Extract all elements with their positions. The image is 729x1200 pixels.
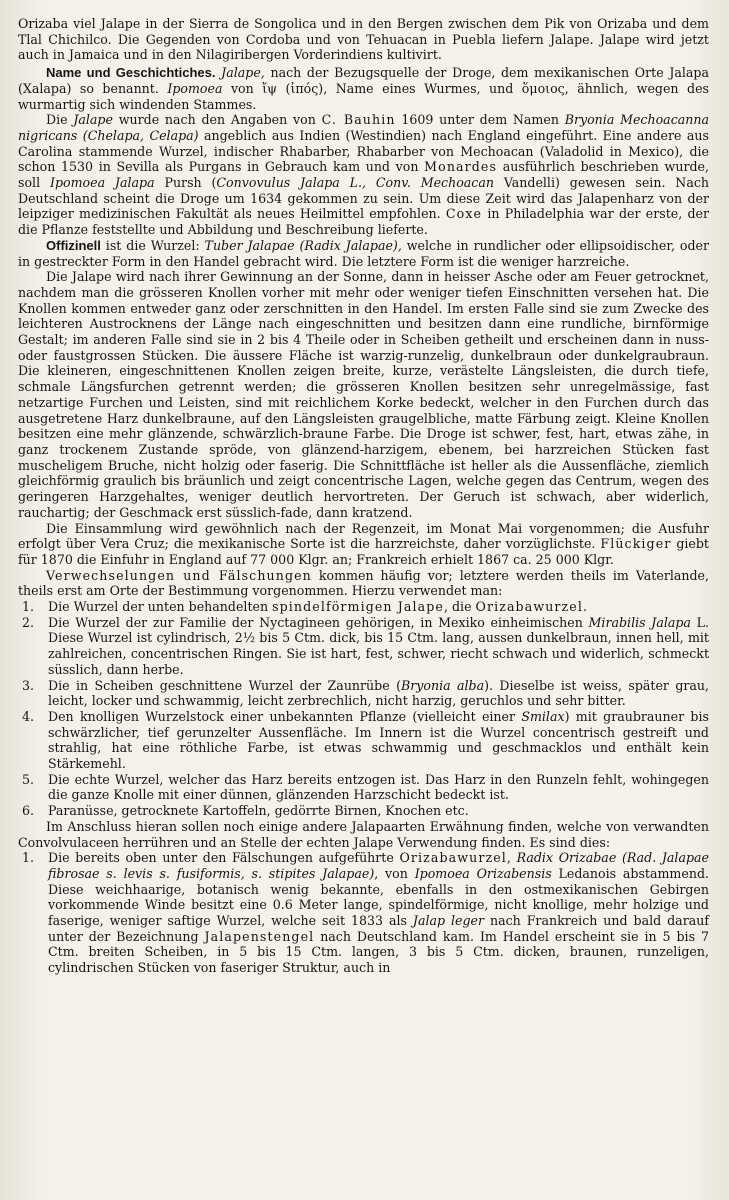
jalapa-species-list [18,850,709,976]
list-item: 5. Die echte Wurzel, welcher das Harz bereits entzogen ist. Das Harz in den Runzeln fehlt, wohingegen die ganze Knolle mit einer dünnen, glänzenden Harzschicht bedeckt ist. [22,771,709,803]
paragraph-officinal: Offizinell ist die Wurzel: Tuber Jalapae (Radix Jalapae), welche in rundlicher oder ellipsoidischer, oder in gestreckter Form in den Handel gebracht wird. Die letztere Form ist die weniger harzreiche. [18,237,710,269]
list-item: 2. Die Wurzel der zur Familie der Nyctagineen gehörigen, in Mexiko einheimischen Mirabilis Jalapa L. Diese Wurzel ist cylindrisch, 2½ bis 5 Ctm. dick, bis 15 Ctm. lang, aussen dunkelbraun, innen hell, mit zahlreichen, concentrischen Ringen. Sie ist hart, fest, schwer, riecht schwach und widerlich, schmeckt süsslich, dann herbe. [22,614,710,677]
adulterations-list [18,599,709,819]
list-item: 3. Die in Scheiben geschnittene Wurzel der Zaunrübe (Bryonia alba). Dieselbe ist weiss, später grau, leicht, locker und schwammig, leicht zerbrechlich, nicht harzig, geruchlos und sehr bitter. [22,677,710,709]
heading-name-history: Name und Geschichtiches. [46,65,216,81]
paragraph-other-jalapa: Im Anschluss hieran sollen noch einige andere Jalapaarten Erwähnung finden, welche von verwandten Convolvulaceen herrühren und an Stelle der echten Jalape Verwendung finden. Es sind dies: [18,818,709,850]
list-item: 4. Den knolligen Wurzelstock einer unbekannten Pflanze (vielleicht einer Smilax) mit graubrauner bis schwärzlicher, tief gerunzelter Aussenfläche. Im Innern ist die Wurzel concentrisch gestreift und strahlig, hat eine röthliche Farbe, ist etwas schwammig und geschmacklos und enthält kein Stärkemehl. [22,708,709,772]
list-item: 1. Die bereits oben unter den Fälschungen aufgeführte Orizabawurzel, Radix Orizabae (Rad. Jalapae fibrosae s. levis s. fusiformis, s. stipites Jalapae), von Ipomoea Orizabensis Ledanois abstammend. Diese weichhaarige, botanisch wenig bekannte, ebenfalls in den ostmexikanischen Gebirgen vorkommende Winde besitzt eine 0.6 Meter lange, spindelförmige, nicht knollige, mehr holzige und faserige, weniger saftige Wurzel, welche seit 1833 als Jalap leger nach Frankreich und bald darauf unter der Bezeichnung Jalapenstengel nach Deutschland kam. Im Handel erscheint sie in 5 bis 7 Ctm. breiten Scheiben, in 5 bis 15 Ctm. langen, 3 bis 5 Ctm. dicken, braunen, runzeligen, cylindrischen Stücken von faseriger Struktur, auch in [22,850,710,976]
paragraph-adulterations: Verwechselungen und Fälschungen kommen häufig vor; letztere werden theils im Vaterlande, theils erst am Orte der Bestimmung vorgenommen. Hierzu verwendet man: [18,567,710,599]
list-item: 1. Die Wurzel der unten behandelten spindelförmigen Jalape, die Orizabawurzel. [22,599,587,615]
paragraph-history: Die Jalape wurde nach den Angaben von C. Bauhin 1609 unter dem Namen Bryonia Mechoacanna nigricans (Chelapa, Celapa) angeblich aus Indien (Westindien) nach England eingeführt. Eine andere aus Carolina stammende Wurzel, indischer Rhabarber, Rhabarber von Mechoacan (Valadolid in Mexico), die schon 1530 in Sevilla als Purgans in Gebrauch kam und von Monardes ausführlich beschrieben wurde, soll Ipomoea Jalapa Pursh (Convovulus Jalapa L., Conv. Mechoacan Vandelli) gewesen sein. Nach Deutschland scheint die Droge um 1634 gekommen zu sein. Um diese Zeit wird das Jalapenharz von der leipziger medizinischen Fakultät als neues Heilmittel empfohlen. Coxe in Philadelphia war der erste, der die Pflanze feststellte und Abbildung und Beschreibung lieferte. [18,112,710,238]
paragraph-description: Die Jalape wird nach ihrer Gewinnung an der Sonne, dann in heisser Asche oder am Feuer getrocknet, nachdem man die grösseren Knollen vorher mit mehr oder weniger tiefen Einschnitten versehen hat. Die Knollen kommen entweder ganz oder zerschnitten in den Handel. Im ersten Falle sind sie zum Zwecke des leichteren Austrocknens der Länge nach eingeschnitten und besitzen dann eine rundliche, birnförmige Gestalt; im anderen Falle sind sie in 2 bis 4 Theile oder in Scheiben getheilt und erscheinen dann in nuss- oder faustgrossen Stücken. Die äussere Fläche ist warzig-runzelig, dunkelbraun oder dunkelgraubraun. Die kleineren, eingeschnittenen Knollen zeigen breite, kurze, verästelte Längsleisten, die durch tiefe, schmale Längsfurchen getrennt werden; die grösseren Knollen besitzen sehr unregelmässige, fast netzartige Furchen und Leisten, sind mit reichlichem Korke bedeckt, welcher in den Furchen durch das ausgetretene Harz dunkelbraune, auf den Längsleisten graugelbliche, matte Färbung zeigt. Kleine Knollen besitzen eine mehr glänzende, schwärzlich-braune Farbe. Die Droge ist schwer, fest, hart, etwas zähe, in ganz trockenem Zustande spröde, von glänzend-harzigem, ebenem, bei harzreichen Stücken fast muscheligem Bruche, nicht holzig oder faserig. Die Schnittfläche ist heller als die Aussenfläche, ziemlich gleichförmig graulich bis bräunlich und zeigt concentrische Lagen, welche gegen das Centrum, wegen des geringeren Harzgehaltes, weniger deutlich hervortreten. Der Geruch ist schwach, aber widerlich, rauchartig; der Geschmack erst süsslich-fade, dann kratzend. [18,269,709,520]
paragraph-origin: Orizaba viel Jalape in der Sierra de Songolica und in den Bergen zwischen dem Pik von Orizaba und dem Tlal Chichilco. Die Gegenden von Cordoba und von Tehuacan in Puebla liefern Jalape. Jalape wird jetzt auch in Jamaica und in den Nilagiribergen Vorderindiens kultivirt. [18,16,709,63]
list-item: 6. Paranüsse, getrocknete Kartoffeln, gedörrte Birnen, Knochen etc. [22,803,469,819]
heading-officinal: Offizinell [46,237,101,253]
paragraph-harvest: Die Einsammlung wird gewöhnlich nach der Regenzeit, im Monat Mai vorgenommen; die Ausfuhr erfolgt über Vera Cruz; die mexikanische Sorte ist die harzreichste, daher vorzüglichste. Flückiger giebt für 1870 die Einfuhr in England auf 77 000 Klgr. an; Frankreich erhielt 1867 ca. 25 000 Klgr. [18,520,709,567]
paragraph-name-history: Name und Geschichtiches. Jalape, nach der Bezugsquelle der Droge, dem mexikanischen Orte Jalapa (Xalapa) so benannt. Ipomoea von ἴψ (ἰπός), Name eines Wurmes, und ὅμοιος, ähnlich, wegen des wurmartig sich windenden Stammes. [18,65,709,112]
